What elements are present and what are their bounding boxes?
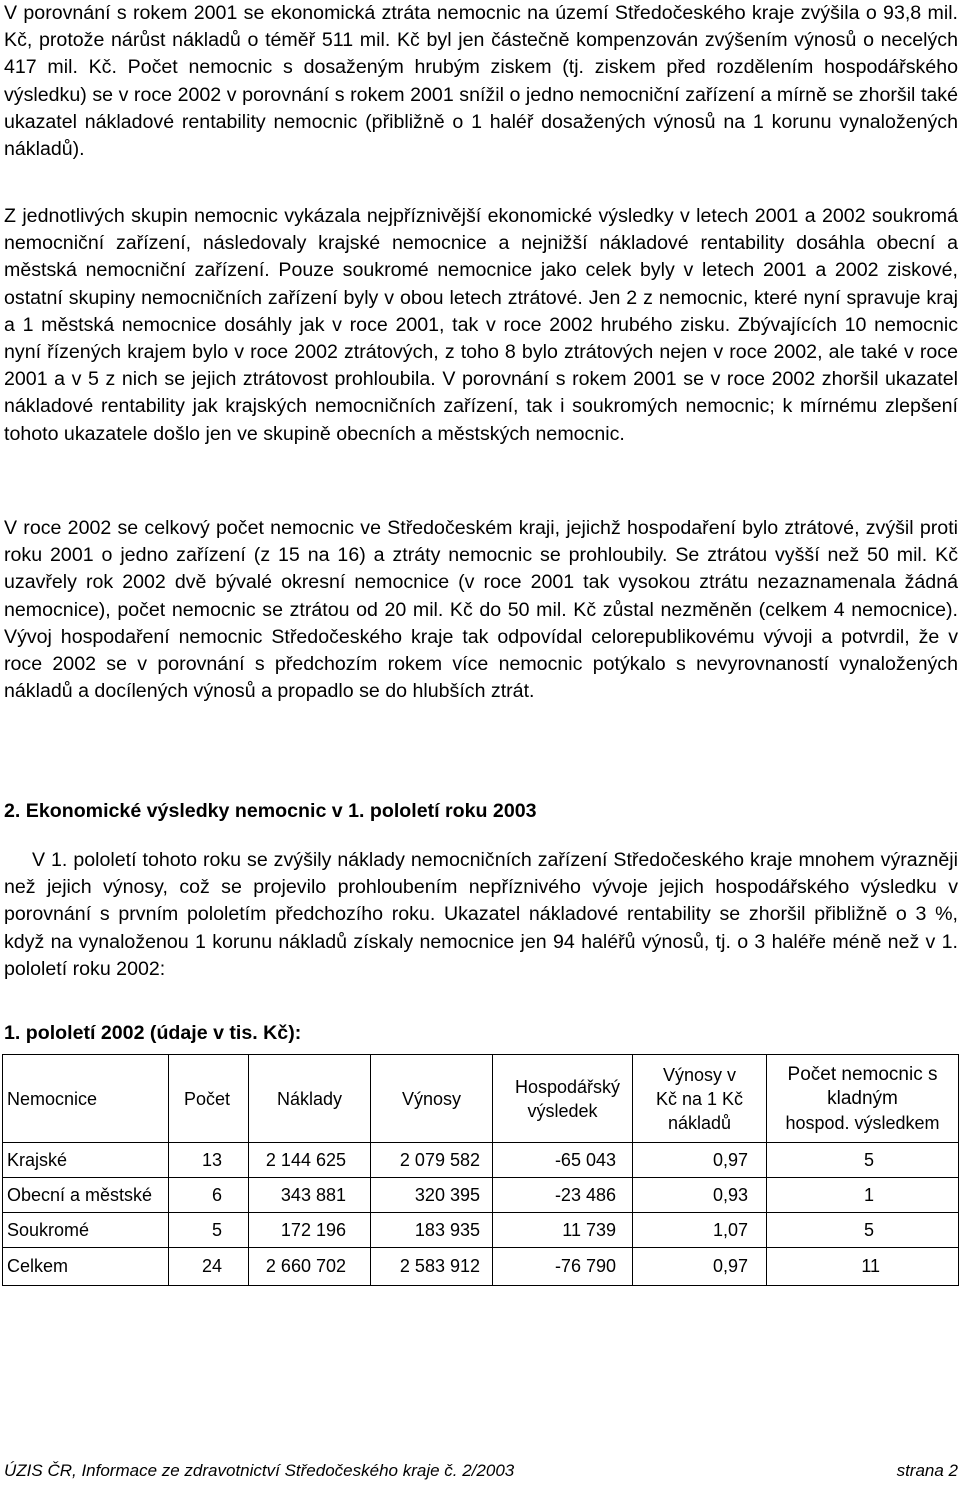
cell-vynosy-kc: 1,07 (633, 1213, 767, 1248)
cell-name: Soukromé (3, 1213, 169, 1248)
header-vynosy: Výnosy (371, 1055, 493, 1143)
cell-name: Obecní a městské (3, 1178, 169, 1213)
cell-name: Celkem (3, 1248, 169, 1286)
cell-pocet: 6 (169, 1178, 249, 1213)
hospital-results-table (2, 1054, 959, 1286)
cell-vynosy-kc: 0,97 (633, 1143, 767, 1178)
cell-vynosy: 183 935 (371, 1213, 493, 1248)
header-vynosy-na-kc: Výnosy v Kč na 1 Kč nákladů (633, 1055, 767, 1143)
cell-hv: -23 486 (493, 1178, 633, 1213)
header-pocet-ziskovych (767, 1055, 959, 1143)
header-nemocnice: Nemocnice (3, 1055, 169, 1143)
header-pocet-ziskovych-line2: hospod. výsledkem (785, 1112, 940, 1133)
cell-hv: -76 790 (493, 1248, 633, 1286)
table-row-total (3, 1248, 959, 1286)
header-hospodarsky-vysledek: Hospodářský výsledek (493, 1055, 633, 1143)
cell-naklady: 2 144 625 (249, 1143, 371, 1178)
paragraph-3: V roce 2002 se celkový počet nemocnic ve Středočeském kraji, jejichž hospodaření bylo ztrátové, zvýšil proti roku 2001 o jedno zařízení (z 15 na 16) a ztráty nemocnic se prohloubily. Se ztrátou vyšší než 50 mil. Kč uzavřely rok 2002 dvě bývalé okresní nemocnice (v roce 2001 tak vysokou ztrátu nezaznamenala žádná nemocnice), počet nemocnic se ztrátou od 20 mil. Kč do 50 mil. Kč zůstal nezměněn (celkem 4 nemocnice). Vývoj hospodaření nemocnic Středočeského kraje tak odpovídal celorepublikovému vývoji a potvrdil, že v roce 2002 se v porovnání s předchozím rokem více nemocnic potýkalo s nevyrovnaností vynaložených nákladů a docílených výnosů a propadlo se do hlubších ztrát. (4, 517, 958, 703)
header-naklady: Náklady (249, 1055, 371, 1143)
table-header-row (3, 1055, 959, 1143)
cell-zisk: 1 (767, 1178, 959, 1213)
table-row (3, 1143, 959, 1178)
table-row (3, 1178, 959, 1213)
header-pocet: Počet (169, 1055, 249, 1143)
section-heading: 2. Ekonomické výsledky nemocnic v 1. pololetí roku 2003 (4, 800, 537, 822)
cell-vynosy: 2 583 912 (371, 1248, 493, 1286)
table-row (3, 1213, 959, 1248)
cell-vynosy-kc: 0,93 (633, 1178, 767, 1213)
cell-hv: 11 739 (493, 1213, 633, 1248)
footer-source: ÚZIS ČR, Informace ze zdravotnictví Středočeského kraje č. 2/2003 (4, 1461, 515, 1480)
paragraph-2: Z jednotlivých skupin nemocnic vykázala nejpříznivější ekonomické výsledky v letech 2001 a 2002 soukromá nemocniční zařízení, následovaly krajské nemocnice a nejnižší nákladové rentability dosáhla obecní a městská nemocniční zařízení. Pouze soukromé nemocnice jako celek byly v letech 2001 a 2002 ziskové, ostatní skupiny nemocničních zařízení byly v obou letech ztrátové. Jen 2 z nemocnic, které nyní spravuje kraj a 1 městská nemocnice dosáhly jak v roce 2001, tak v roce 2002 hrubého zisku. Zbývajících 10 nemocnic nyní řízených krajem bylo v roce 2002 ztrátových, z toho 8 bylo ztrátových nejen v roce 2002, ale také v roce 2001 a v 5 z nich se jejich ztrátovost prohloubila. V porovnání s rokem 2001 se v roce 2002 zhoršil ukazatel nákladové rentability jak krajských nemocničních zařízení, tak i soukromých nemocnic; k mírnému zlepšení tohoto ukazatele došlo jen ve skupině obecních a městských nemocnic. (4, 205, 958, 445)
paragraph-1: V porovnání s rokem 2001 se ekonomická ztráta nemocnic na území Středočeského kraje zvýšila o 93,8 mil. Kč, protože nárůst nákladů o téměř 511 mil. Kč byl jen částečně kompenzován zvýšením výnosů o necelých 417 mil. Kč. Počet nemocnic s dosaženým hrubým ziskem (tj. ziskem před rozdělením hospodářského výsledku) se v roce 2002 v porovnání s rokem 2001 snížil o jedno nemocniční zařízení a mírně se zhoršil také ukazatel nákladové rentability nemocnic (přibližně o 1 haléř dosažených výnosů na 1 korunu vynaložených nákladů). (4, 2, 958, 161)
table-heading: 1. pololetí 2002 (údaje v tis. Kč): (4, 1022, 302, 1044)
cell-pocet: 5 (169, 1213, 249, 1248)
cell-naklady: 343 881 (249, 1178, 371, 1213)
cell-hv: -65 043 (493, 1143, 633, 1178)
cell-pocet: 24 (169, 1248, 249, 1286)
cell-zisk: 5 (767, 1213, 959, 1248)
cell-pocet: 13 (169, 1143, 249, 1178)
cell-vynosy: 2 079 582 (371, 1143, 493, 1178)
cell-vynosy-kc: 0,97 (633, 1248, 767, 1286)
page-footer (4, 1461, 958, 1481)
footer-page-number: strana 2 (896, 1461, 958, 1480)
header-pocet-ziskovych-line1: Počet nemocnic s kladným (787, 1063, 938, 1109)
cell-naklady: 2 660 702 (249, 1248, 371, 1286)
cell-naklady: 172 196 (249, 1213, 371, 1248)
cell-name: Krajské (3, 1143, 169, 1178)
cell-vynosy: 320 395 (371, 1178, 493, 1213)
paragraph-4: V 1. pololetí tohoto roku se zvýšily náklady nemocničních zařízení Středočeského kraje mnohem výrazněji než jejich výnosy, což se projevilo prohloubením nepříznivého vývoje jejich hospodářského výsledku v porovnání s prvním pololetím předchozího roku. Ukazatel nákladové rentability se zhoršil přibližně o 3 %, když na vynaloženou 1 korunu nákladů získaly nemocnice jen 94 haléřů výnosů, tj. o 3 haléře méně než v 1. pololetí roku 2002: (4, 849, 958, 980)
cell-zisk: 5 (767, 1143, 959, 1178)
cell-zisk: 11 (767, 1248, 959, 1286)
